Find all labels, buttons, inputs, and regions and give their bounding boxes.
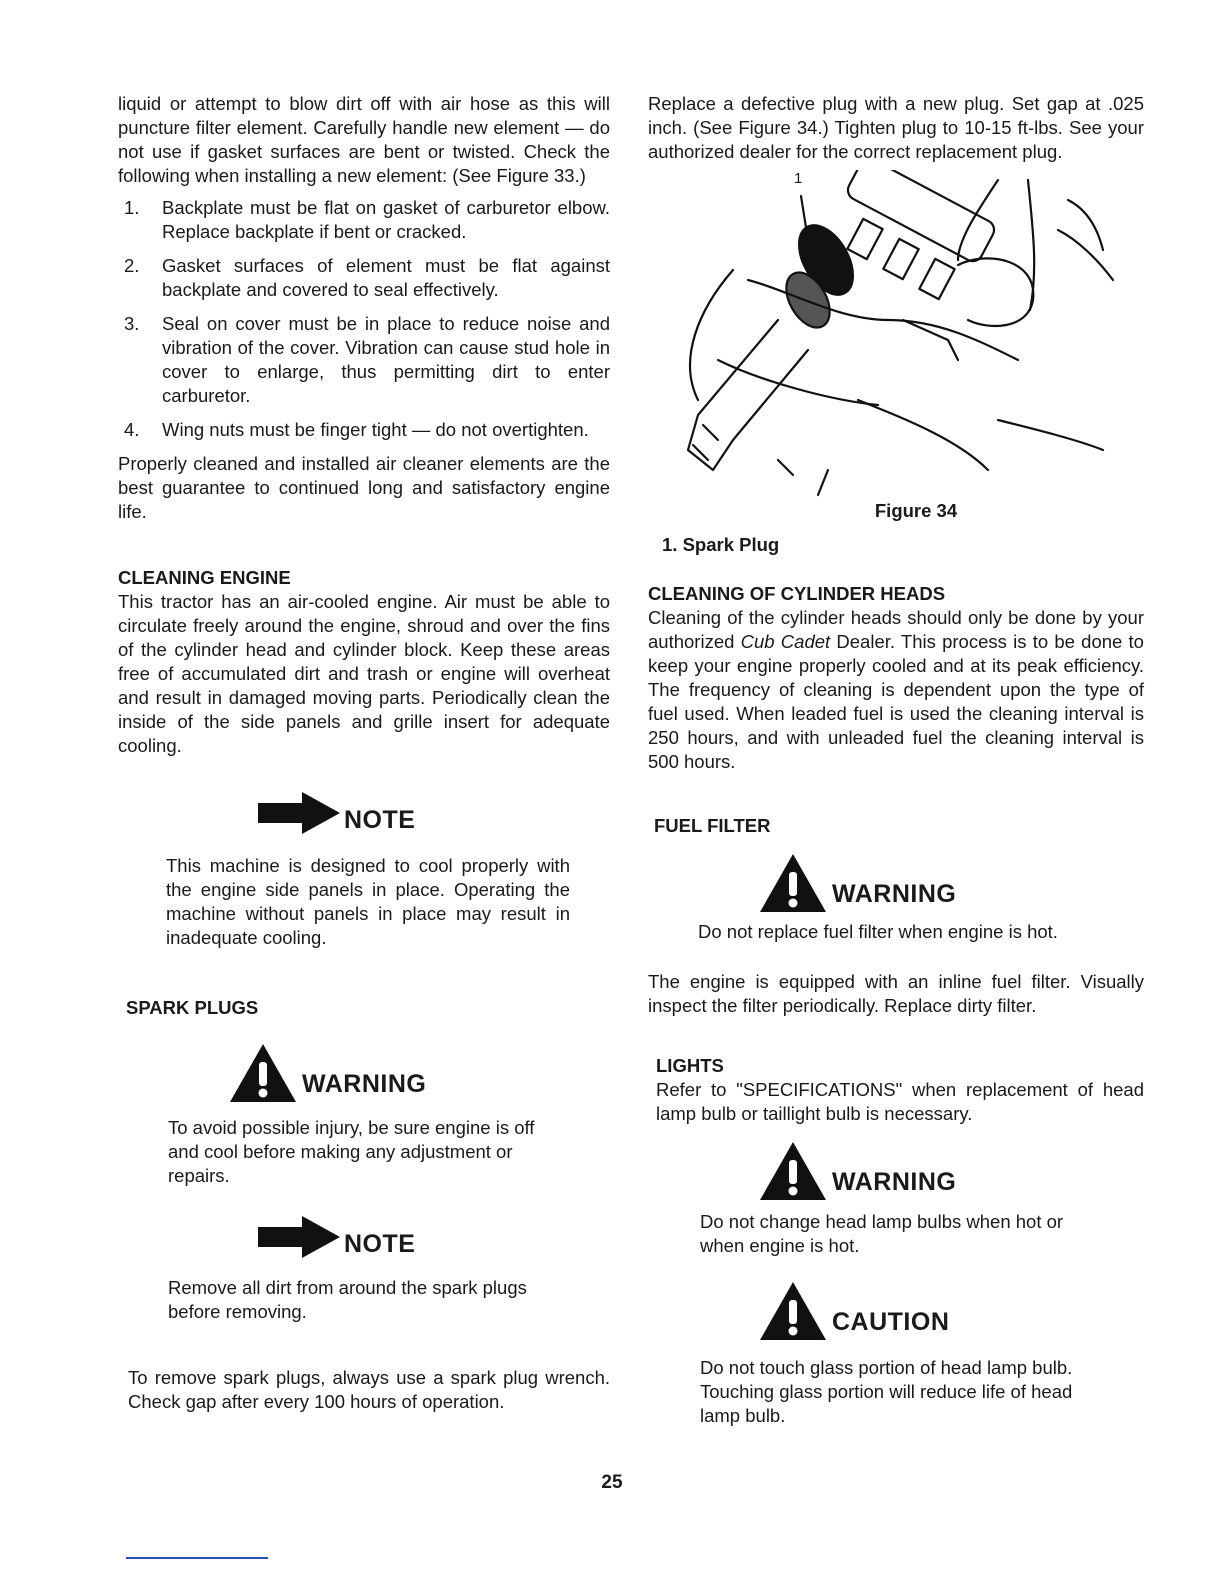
warning-triangle-icon — [758, 852, 828, 914]
spark-plugs-text: To remove spark plugs, always use a spark plug wrench. Check gap after every 100 hours of operation. — [128, 1367, 610, 1412]
footer-rule — [126, 1557, 268, 1559]
note-callout — [258, 792, 610, 834]
note-callout-2 — [258, 1216, 610, 1258]
spark-plug-intro: Replace a defective plug with a new plug. Set gap at .025 inch. (See Figure 34.) Tighten plug to 10-15 ft-lbs. See your authorized dealer for the correct replacement plug. — [648, 93, 1144, 162]
caution-callout — [758, 1280, 1144, 1342]
cylinder-heads-heading: CLEANING OF CYLINDER HEADS — [648, 583, 946, 604]
brand-name: Cub Cadet — [740, 631, 831, 652]
right-column — [648, 92, 1144, 1428]
figure-caption: Figure 34 — [874, 500, 958, 521]
cleaning-engine-text: This tractor has an air-cooled engine. Air must be able to circulate freely around the engine, shroud and over the fins of the cylinder head and cylinder block. Keep these areas free of accumulated dirt and trash or engine will overheat and result in damaged moving parts. Periodically clean the inside of the side panels and grille insert for adequate cooling. — [118, 591, 610, 756]
note-text: This machine is designed to cool properly with the engine side panels in place. Operating the machine without panels in place may result in inadequate cooling. — [166, 855, 570, 948]
list-item-number: 4. — [124, 419, 140, 440]
warning-label: WARNING — [832, 1168, 957, 1196]
warning-callout — [758, 1140, 1144, 1202]
list-item-text: Backplate must be flat on gasket of carburetor elbow. Replace backplate if bent or cracked. — [162, 197, 610, 242]
fuel-filter-text: The engine is equipped with an inline fuel filter. Visually inspect the filter periodically. Replace dirty filter. — [648, 971, 1144, 1016]
list-item-number: 2. — [124, 255, 140, 276]
list-item-text: Seal on cover must be in place to reduce noise and vibration of the cover. Vibration can cause stud hole in cover to enlarge, thus permitting dirt to enter carburetor. — [162, 313, 610, 406]
left-column — [118, 92, 610, 1414]
figure-callout-number: 1 — [794, 170, 803, 187]
note-text: Remove all dirt from around the spark plugs before removing. — [168, 1277, 527, 1322]
list-item — [118, 254, 610, 302]
warning-label: WARNING — [832, 880, 957, 908]
list-item-text: Gasket surfaces of element must be flat against backplate and covered to seal effectively. — [162, 255, 610, 300]
air-cleaner-closing: Properly cleaned and installed air cleaner elements are the best guarantee to continued long and satisfactory engine life. — [118, 453, 610, 522]
list-item — [118, 312, 610, 408]
warning-callout — [228, 1042, 610, 1104]
note-label: NOTE — [344, 806, 416, 834]
lights-text: Refer to "SPECIFICATIONS" when replacement of head lamp bulb or taillight bulb is necessary. — [656, 1079, 1144, 1124]
list-item-number: 1. — [124, 197, 140, 218]
caution-triangle-icon — [758, 1280, 828, 1342]
air-cleaner-checklist — [118, 196, 610, 442]
fuel-filter-heading: FUEL FILTER — [654, 815, 771, 836]
caution-text: Do not touch glass portion of head lamp bulb. Touching glass portion will reduce life of head lamp bulb. — [700, 1357, 1073, 1426]
cylinder-heads-text: Cleaning of the cylinder heads should only be done by your authorized Cub Cadet Dealer. This process is to be done to keep your engine properly cooled and at its peak efficiency. The frequency of cleaning is dependent upon the type of fuel used. When leaded fuel is used the cleaning interval is 250 hours, and with unleaded fuel the cleaning interval is 500 hours. — [648, 607, 1144, 772]
note-label: NOTE — [344, 1230, 416, 1258]
warning-text: Do not change head lamp bulbs when hot or when engine is hot. — [700, 1211, 1064, 1256]
arrow-icon — [258, 792, 340, 834]
warning-triangle-icon — [228, 1042, 298, 1104]
spark-plug-hand-drawing — [658, 170, 1118, 500]
warning-text: Do not replace fuel filter when engine is hot. — [698, 921, 1058, 942]
figure-legend: 1. Spark Plug — [662, 534, 780, 555]
arrow-icon — [258, 1216, 340, 1258]
list-item-number: 3. — [124, 313, 140, 334]
list-item — [118, 196, 610, 244]
figure-34-illustration — [658, 170, 1118, 500]
caution-label: CAUTION — [832, 1308, 950, 1336]
list-item — [118, 418, 610, 442]
warning-callout — [758, 852, 1144, 914]
warning-label: WARNING — [302, 1070, 427, 1098]
warning-triangle-icon — [758, 1140, 828, 1202]
lights-heading: LIGHTS — [656, 1055, 724, 1076]
spark-plugs-heading: SPARK PLUGS — [126, 997, 259, 1018]
page-number: 25 — [601, 1472, 623, 1493]
air-cleaner-intro: liquid or attempt to blow dirt off with air hose as this will puncture filter element. Carefully handle new element — do not use if gasket surfaces are bent or twisted. Check the following when installing a new element: (See Figure 33.) — [118, 93, 610, 186]
cleaning-engine-heading: CLEANING ENGINE — [118, 567, 291, 588]
list-item-text: Wing nuts must be finger tight — do not overtighten. — [162, 419, 589, 440]
warning-text: To avoid possible injury, be sure engine is off and cool before making any adjustment or repairs. — [168, 1117, 535, 1186]
